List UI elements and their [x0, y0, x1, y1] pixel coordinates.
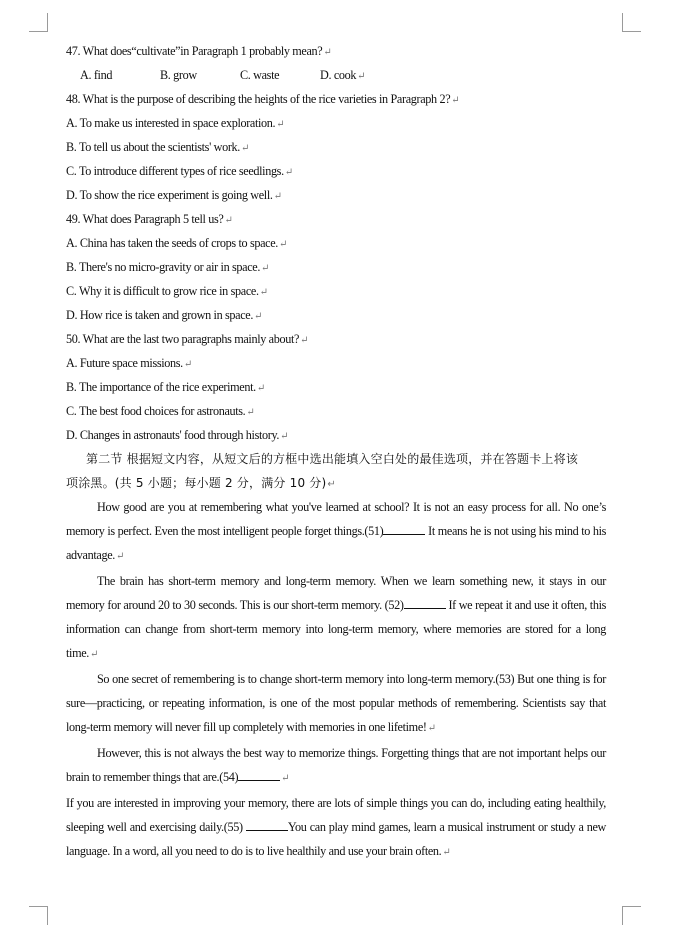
question-49-option-d: D. How rice is taken and grown in space.↵: [66, 308, 263, 322]
passage-paragraph-5: If you are interested in improving your memory, there are lots of simple things you can do, including eating healthily, sleeping well and exercising daily.(55) You can play mind games, learn a musical instrument or study a new language. In a word, all you need to do is to live healthily and use your brain often.↵: [66, 796, 606, 858]
option-d: D. cook: [320, 68, 357, 82]
section-2-heading-line-1: 第二节 根据短文内容，从短文后的方框中选出能填入空白处的最佳选项，并在答题卡上将该: [86, 452, 579, 466]
question-48-stem: 48. What is the purpose of describing the heights of the rice varieties in Paragraph 2?↵: [66, 92, 460, 106]
question-48-option-a: A. To make us interested in space exploration.↵: [66, 116, 285, 130]
section-2-heading-line-2: 项涂黑。(共 5 小题；每小题 2 分，满分 10 分)↵: [66, 476, 336, 490]
passage-paragraph-2: The brain has short-term memory and long-term memory. When we learn something new, it stays in our memory for around 20 to 30 seconds. This is our short-term memory. (52) If we repeat it and use it often, this information can change from short-term memory into long-term memory, where memories are stored for a long time.↵: [66, 574, 607, 660]
question-47-stem: 47. What does“cultivate”in Paragraph 1 probably mean?↵: [66, 44, 332, 58]
passage-paragraph-1: How good are you at remembering what you've learned at school? It is not an easy process for all. No one’s memory is perfect. Even the most intelligent people forget things.(51) It means he is not using his mind to his advantage.↵: [66, 500, 607, 562]
answer-blank-52: [404, 594, 446, 609]
passage-paragraph-4: However, this is not always the best way to memorize things. Forgetting things that are not important helps our brain to remember things that are.(54) ↵: [66, 746, 606, 784]
question-49-option-a: A. China has taken the seeds of crops to space.↵: [66, 236, 288, 250]
crop-mark-top-left: [29, 13, 48, 32]
question-49-stem: 49. What does Paragraph 5 tell us?↵: [66, 212, 233, 226]
crop-mark-top-right: [622, 13, 641, 32]
question-48-option-c: C. To introduce different types of rice seedlings.↵: [66, 164, 293, 178]
question-50-option-a: A. Future space missions.↵: [66, 356, 192, 370]
crop-mark-bottom-left: [29, 906, 48, 925]
question-50-option-c: C. The best food choices for astronauts.↵: [66, 404, 255, 418]
answer-blank-54: [238, 766, 280, 781]
question-49-option-c: C. Why it is difficult to grow rice in space.↵: [66, 284, 268, 298]
question-50-option-d: D. Changes in astronauts' food through history.↵: [66, 428, 289, 442]
question-49-option-b: B. There's no micro-gravity or air in space.↵: [66, 260, 270, 274]
question-50-option-b: B. The importance of the rice experiment.↵: [66, 380, 265, 394]
option-c: C. waste: [240, 68, 280, 82]
option-a: A. find: [80, 68, 113, 82]
question-48-option-d: D. To show the rice experiment is going well.↵: [66, 188, 282, 202]
question-48-option-b: B. To tell us about the scientists' work.↵: [66, 140, 249, 154]
passage-paragraph-3: So one secret of remembering is to change short-term memory into long-term memory.(53) But one thing is for sure—practicing, or repeating information, is one of the most popular methods of remembering. Scientists say that long-term memory will never fill up completely with memories in one lifetime!↵: [66, 672, 606, 734]
question-47-options: A. find B. grow C. waste D. cook↵: [66, 63, 606, 87]
answer-blank-51: [383, 520, 425, 535]
answer-blank-55: [246, 816, 288, 831]
document-body: [66, 39, 606, 865]
question-50-stem: 50. What are the last two paragraphs mainly about?↵: [66, 332, 309, 346]
crop-mark-bottom-right: [622, 906, 641, 925]
option-b: B. grow: [160, 68, 197, 82]
